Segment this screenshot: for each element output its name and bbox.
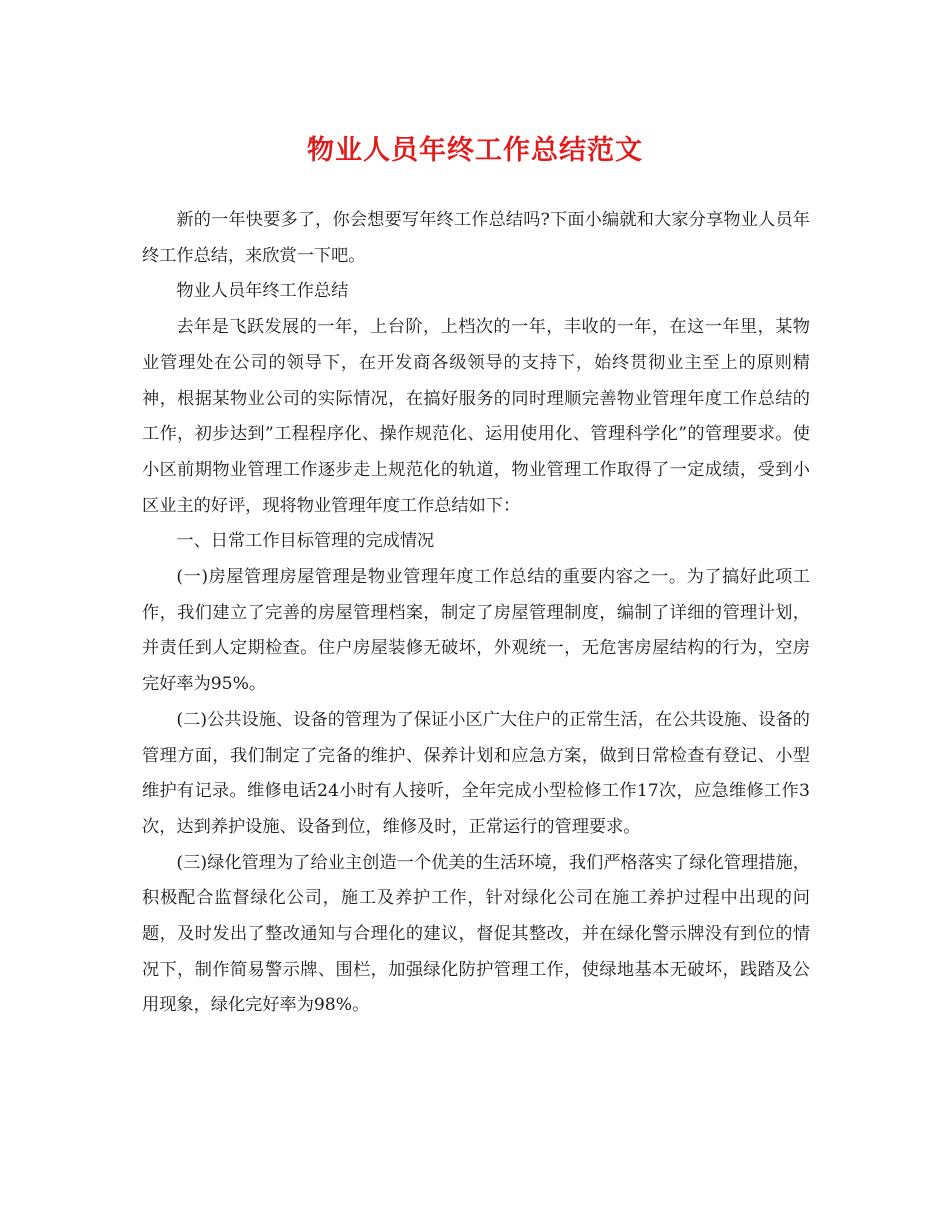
- paragraph-greening: (三)绿化管理为了给业主创造一个优美的生活环境，我们严格落实了绿化管理措施，积极配合监督绿化公司，施工及养护工作，针对绿化公司在施工养护过程中出现的问题，及时发出了整改通知与合理化的建议，督促其整改，并在绿化警示牌没有到位的情况下，制作简易警示牌、围栏，加强绿化防护管理工作，使绿地基本无破坏，践踏及公用现象，绿化完好率为98%。: [142, 852, 810, 1016]
- document-title: 物业人员年终工作总结范文: [307, 135, 643, 166]
- paragraph-intro: 新的一年快要多了，你会想要写年终工作总结吗?下面小编就和大家分享物业人员年终工作总结，来欣赏一下吧。: [142, 210, 810, 266]
- paragraph-housing: (一)房屋管理房屋管理是物业管理年度工作总结的重要内容之一。为了搞好此项工作，我们建立了完善的房屋管理档案，制定了房屋管理制度，编制了详细的管理计划，并责任到人定期检查。住户房屋装修无破坏，外观统一，无危害房屋结构的行为，空房完好率为95%。: [142, 567, 810, 695]
- paragraph-subtitle: 物业人员年终工作总结: [176, 281, 349, 302]
- section-heading: 一、日常工作目标管理的完成情况: [176, 531, 435, 552]
- paragraph-facilities: (二)公共设施、设备的管理为了保证小区广大住户的正常生活，在公共设施、设备的管理方面，我们制定了完备的维护、保养计划和应急方案，做到日常检查有登记、小型维护有记录。维修电话24小时有人接听，全年完成小型检修工作17次，应急维修工作3次，达到养护设施、设备到位，维修及时，正常运行的管理要求。: [142, 709, 810, 837]
- document-body: [142, 203, 810, 1024]
- paragraph-overview: 去年是飞跃发展的一年，上台阶，上档次的一年，丰收的一年，在这一年里，某物业管理处在公司的领导下，在开发商各级领导的支持下，始终贯彻业主至上的原则精神，根据某物业公司的实际情况，在搞好服务的同时理顺完善物业管理年度工作总结的工作，初步达到”工程程序化、操作规范化、运用使用化、管理科学化”的管理要求。使小区前期物业管理工作逐步走上规范化的轨道，物业管理工作取得了一定成绩，受到小区业主的好评，现将物业管理年度工作总结如下：: [142, 317, 810, 516]
